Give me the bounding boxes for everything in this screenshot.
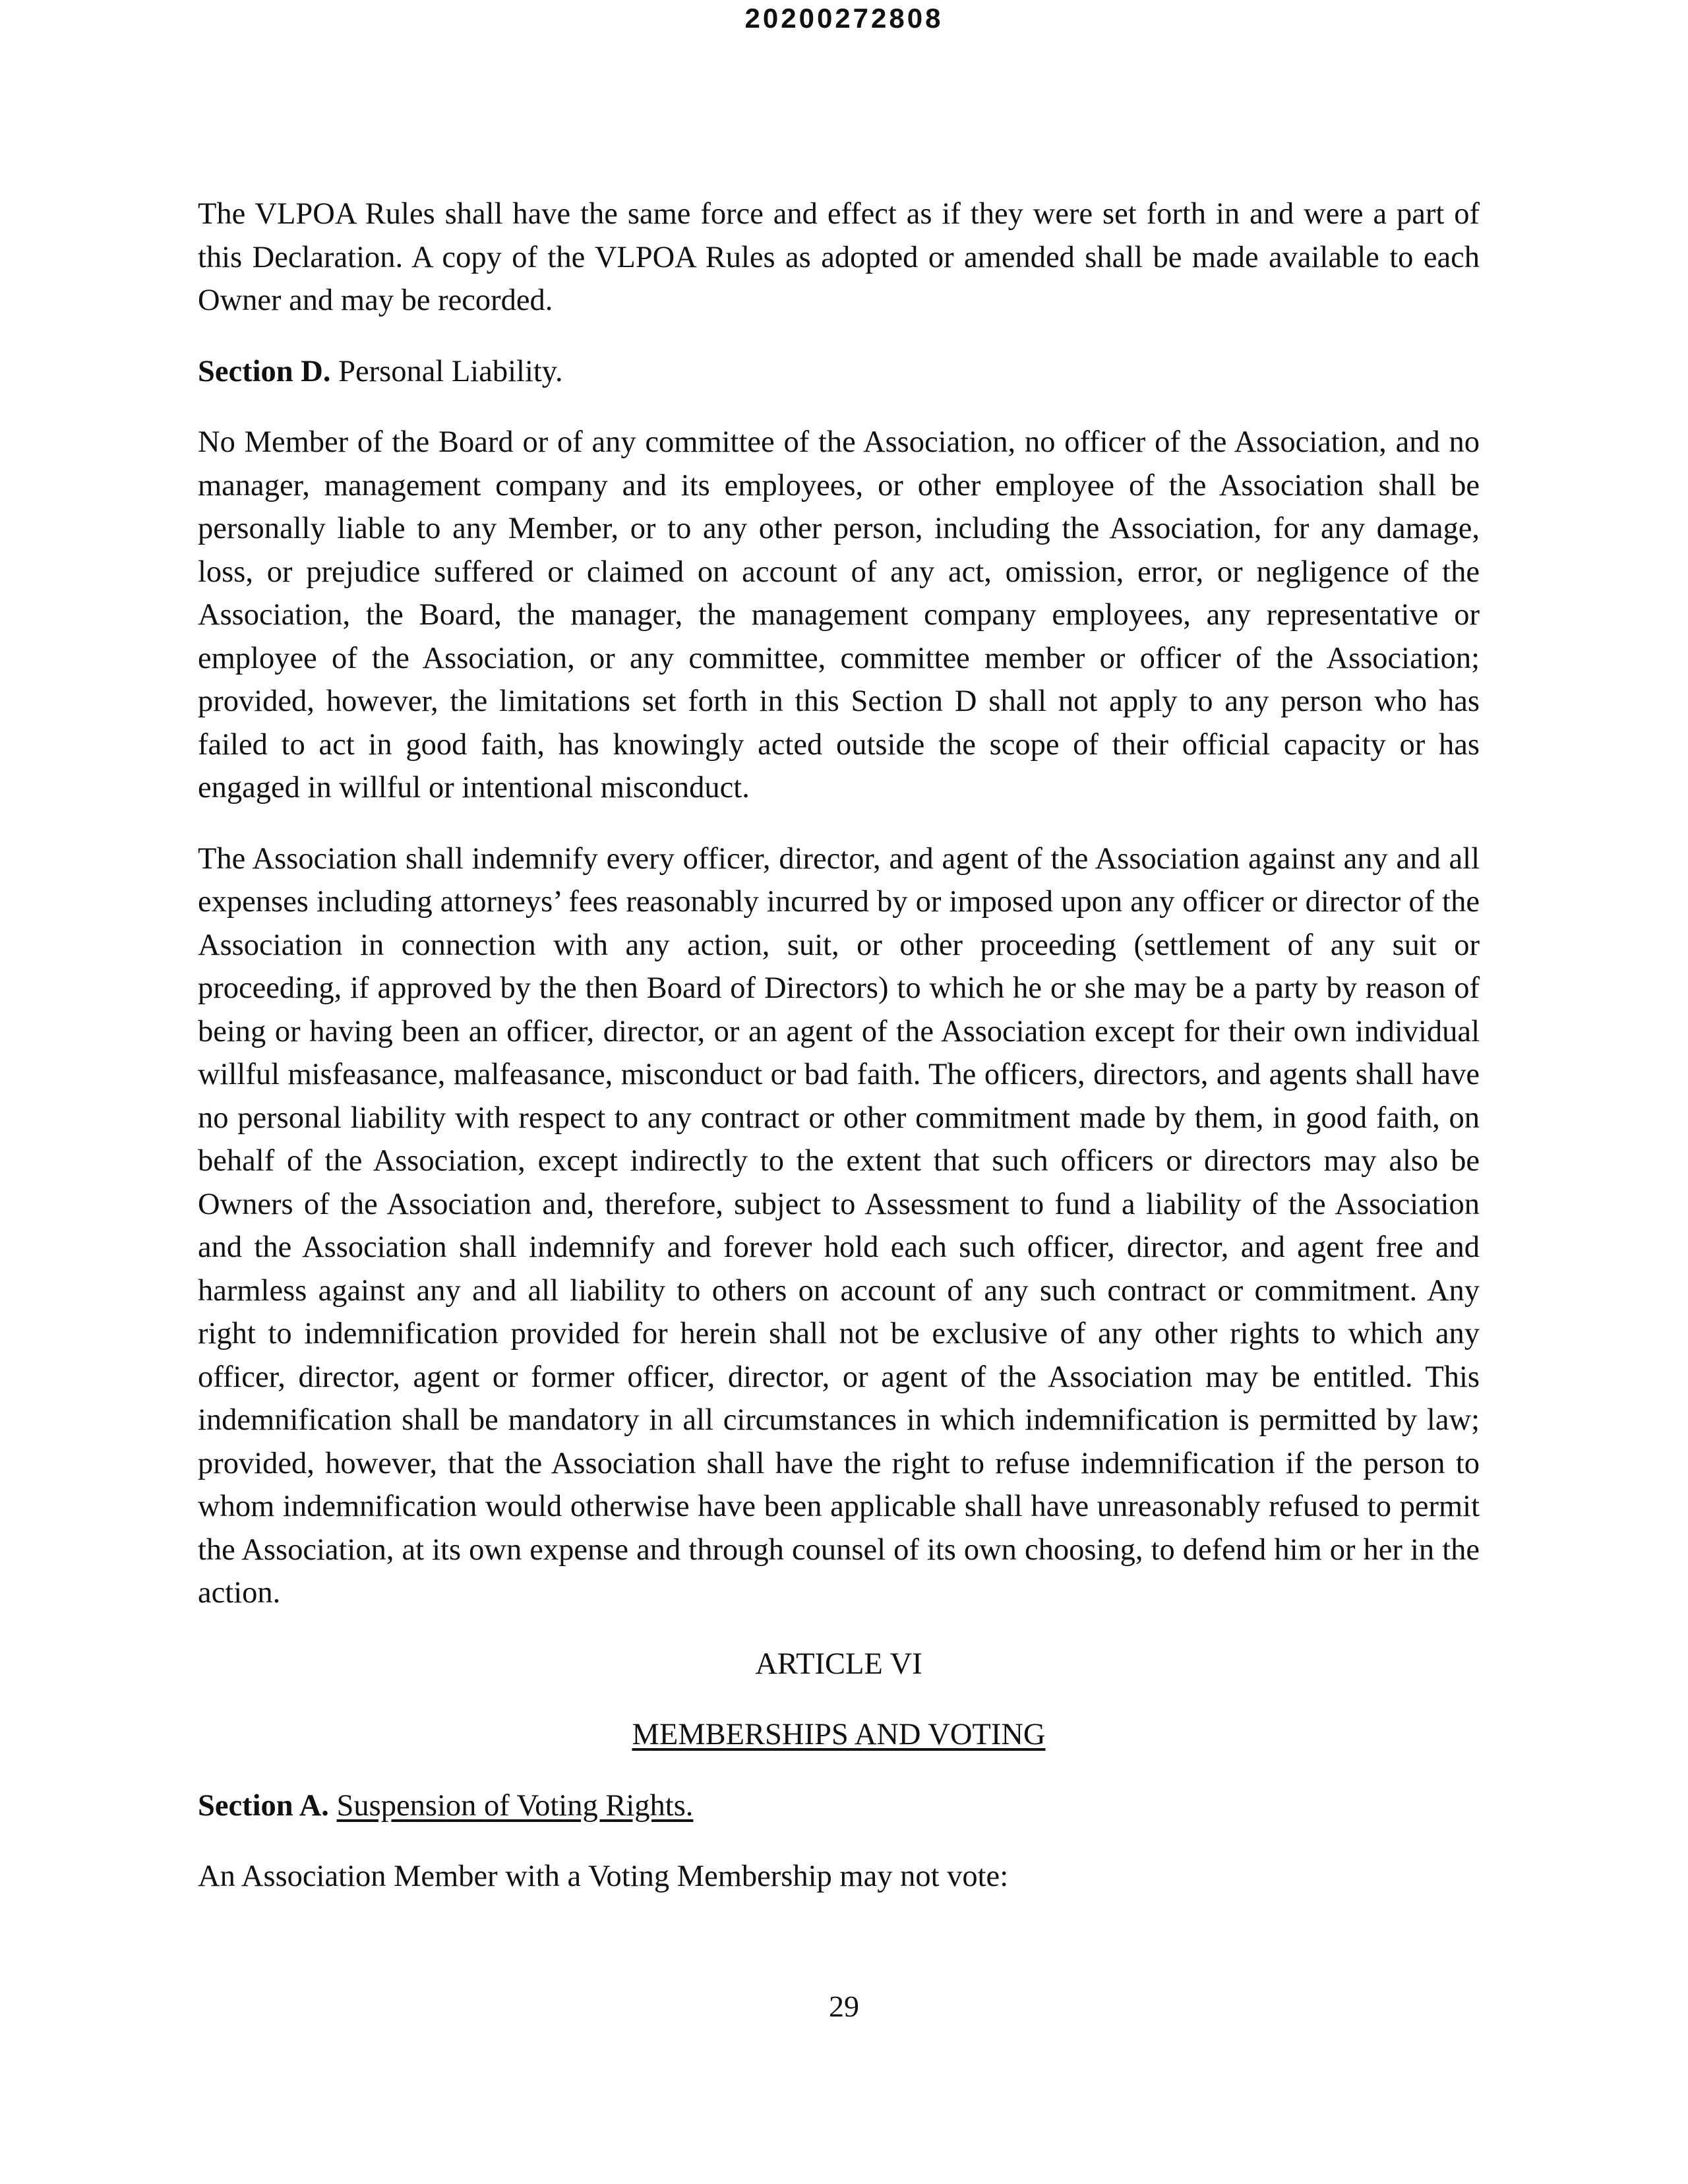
indemnification-paragraph: The Association shall indemnify every officer, director, and agent of the Association against any and all expenses including attorneys’ fees reasonably incurred by or imposed upon any officer or director of the Association in connection with any action, suit, or other proceeding (settlement of any suit or proceeding, if approved by the then Board of Directors) to which he or she may be a party by reason of being or having been an officer, director, or an agent of the Association except for their own individual willful misfeasance, malfeasance, misconduct or bad faith. The officers, directors, and agents shall have no personal liability with respect to any contract or other commitment made by them, in good faith, on behalf of the Association, except indirectly to the extent that such officers or directors may also be Owners of the Association and, therefore, subject to Assessment to fund a liability of the Association and the Association shall indemnify and forever hold each such officer, director, and agent free and harmless against any and all liability to others on account of any such contract or commitment. Any right to indemnification provided for herein shall not be exclusive of any other rights to which any officer, director, agent or former officer, director, or agent of the Association may be entitled. This indemnification shall be mandatory in all circumstances in which indemnification is permitted by law; provided, however, that the Association shall have the right to refuse indemnification if the person to whom indemnification would otherwise have been applicable shall have unreasonably refused to permit the Association, at its own expense and through counsel of its own choosing, to defend him or her in the action.	[198, 841, 1480, 1610]
section-a-title: Suspension of Voting Rights.	[336, 1788, 694, 1823]
document-number: 20200272808	[744, 3, 944, 34]
section-a-label: Section A.	[198, 1788, 329, 1823]
page-number: 29	[829, 1989, 859, 2023]
section-d-heading	[198, 350, 1480, 394]
voting-paragraph: An Association Member with a Voting Membership may not vote:	[198, 1860, 1009, 1893]
document-body	[198, 193, 1480, 1926]
section-d-title: Personal Liability.	[338, 354, 563, 388]
section-a-heading	[198, 1784, 1480, 1828]
article-heading: ARTICLE VI	[755, 1647, 922, 1681]
intro-paragraph: The VLPOA Rules shall have the same force and effect as if they were set forth in and were a part of this Declaration. A copy of the VLPOA Rules as adopted or amended shall be made available to each Owner and may be recorded.	[198, 197, 1480, 317]
liability-paragraph: No Member of the Board or of any committee of the Association, no officer of the Association, and no manager, management company and its employees, or other employee of the Association shall be personally liable to any Member, or to any other person, including the Association, for any damage, loss, or prejudice suffered or claimed on account of any act, omission, error, or negligence of the Association, the Board, the manager, the management company employees, any representative or employee of the Association, or any committee, committee member or officer of the Association; provided, however, the limitations set forth in this Section D shall not apply to any person who has failed to act in good faith, has knowingly acted outside the scope of their official capacity or has engaged in willful or intentional misconduct.	[198, 425, 1480, 804]
section-d-label: Section D.	[198, 354, 331, 388]
article-title-text: MEMBERSHIPS AND VOTING	[632, 1718, 1046, 1751]
article-title	[198, 1713, 1480, 1757]
